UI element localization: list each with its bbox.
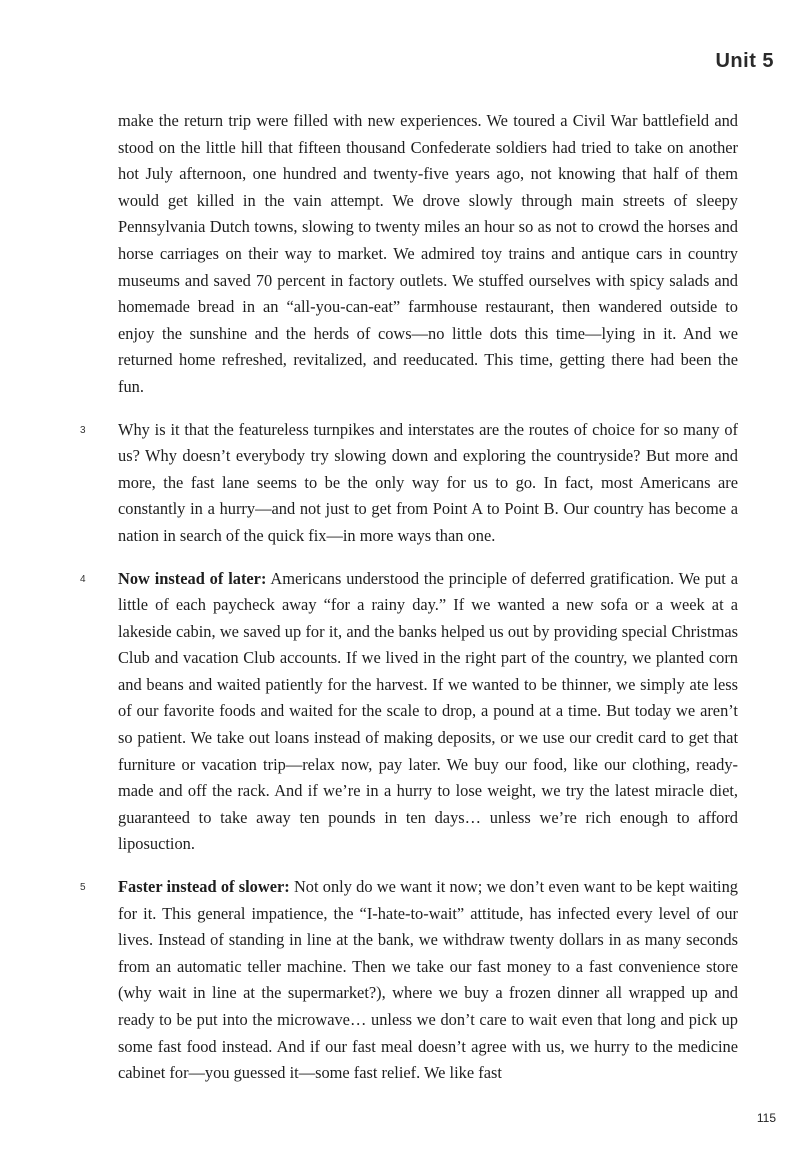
unit-header (715, 50, 774, 73)
paragraph-number: 5 (80, 882, 86, 894)
paragraph-continued (118, 108, 738, 401)
paragraph-5 (80, 874, 738, 1087)
paragraph-3 (80, 417, 738, 550)
paragraph-text: Not only do we want it now; we don’t even want to be kept waiting for it. This general impatience, the “I-hate-to-wait” attitude, has infected every level of our lives. Instead of standing in line at the bank, we withdraw twenty dollars in as many seconds from an automatic teller machine. Then we take our fast money to a fast convenience store (why wait in line at the supermarket?), where we buy a frozen dinner all wrapped up and ready to be put into the microwave… unless we don’t care to wait even that long and pick up some fast food instead. And if our fast meal doesn’t agree with us, we hurry to the medicine cabinet for—you guessed it—some fast relief. We like fast (118, 877, 738, 1083)
paragraph-number: 4 (80, 573, 86, 585)
paragraph-text: Why is it that the featureless turnpikes and interstates are the routes of choice for so many of us? Why doesn’t everybody try slowing down and exploring the countryside? But more and more, the fast lane seems to be the only way for us to go. In fact, most Americans are constantly in a hurry—and not just to get from Point A to Point B. Our country has become a nation in search of the quick fix—in more ways than one. (118, 419, 738, 545)
paragraph-heading: Now instead of later: (118, 568, 267, 588)
page-number: 115 (756, 1111, 776, 1125)
paragraph-text: Americans understood the principle of deferred gratification. We put a little of each paycheck away “for a rainy day.” If we wanted a new sofa or a week at a lakeside cabin, we saved up for it, and the banks helped us out by providing special Christmas Club and vacation Club accounts. If we lived in the right part of the country, we planted corn and beans and waited patiently for the harvest. If we wanted to be thinner, we simply ate less of our favorite foods and waited for the scale to drop, a pound at a time. But today we aren’t so patient. We take out loans instead of making deposits, or we use our credit card to get that furniture or vacation trip—relax now, pay later. We buy our food, like our clothing, ready-made and off the rack. And if we’re in a hurry to lose weight, we try the latest miracle diet, guaranteed to take away ten pounds in ten days… unless we’re rich enough to afford liposuction. (118, 568, 738, 854)
paragraph-4 (80, 566, 738, 859)
unit-number: 5 (762, 50, 774, 72)
paragraph-number: 3 (80, 424, 86, 436)
paragraph-text: make the return trip were filled with new experiences. We toured a Civil War battlefield and stood on the little hill that fifteen thousand Confederate soldiers had tried to take on another hot July afternoon, one hundred and twenty-five years ago, not knowing that half of them would get killed in the vain attempt. We drove slowly through main streets of sleepy Pennsylvania Dutch towns, slowing to twenty miles an hour so as not to crowd the horses and horse carriages on their way to market. We admired toy trains and antique cars in country museums and saved 70 percent in factory outlets. We stuffed ourselves with spicy salads and homemade bread in an “all-you-can-eat” farmhouse restaurant, then wandered outside to enjoy the sunshine and the herds of cows—no little dots this time—lying in it. And we returned home refreshed, revitalized, and reeducated. This time, getting there had been the fun. (118, 111, 738, 396)
unit-label: Unit (715, 50, 757, 72)
paragraph-heading: Faster instead of slower: (118, 877, 290, 897)
article-body (80, 108, 738, 1103)
